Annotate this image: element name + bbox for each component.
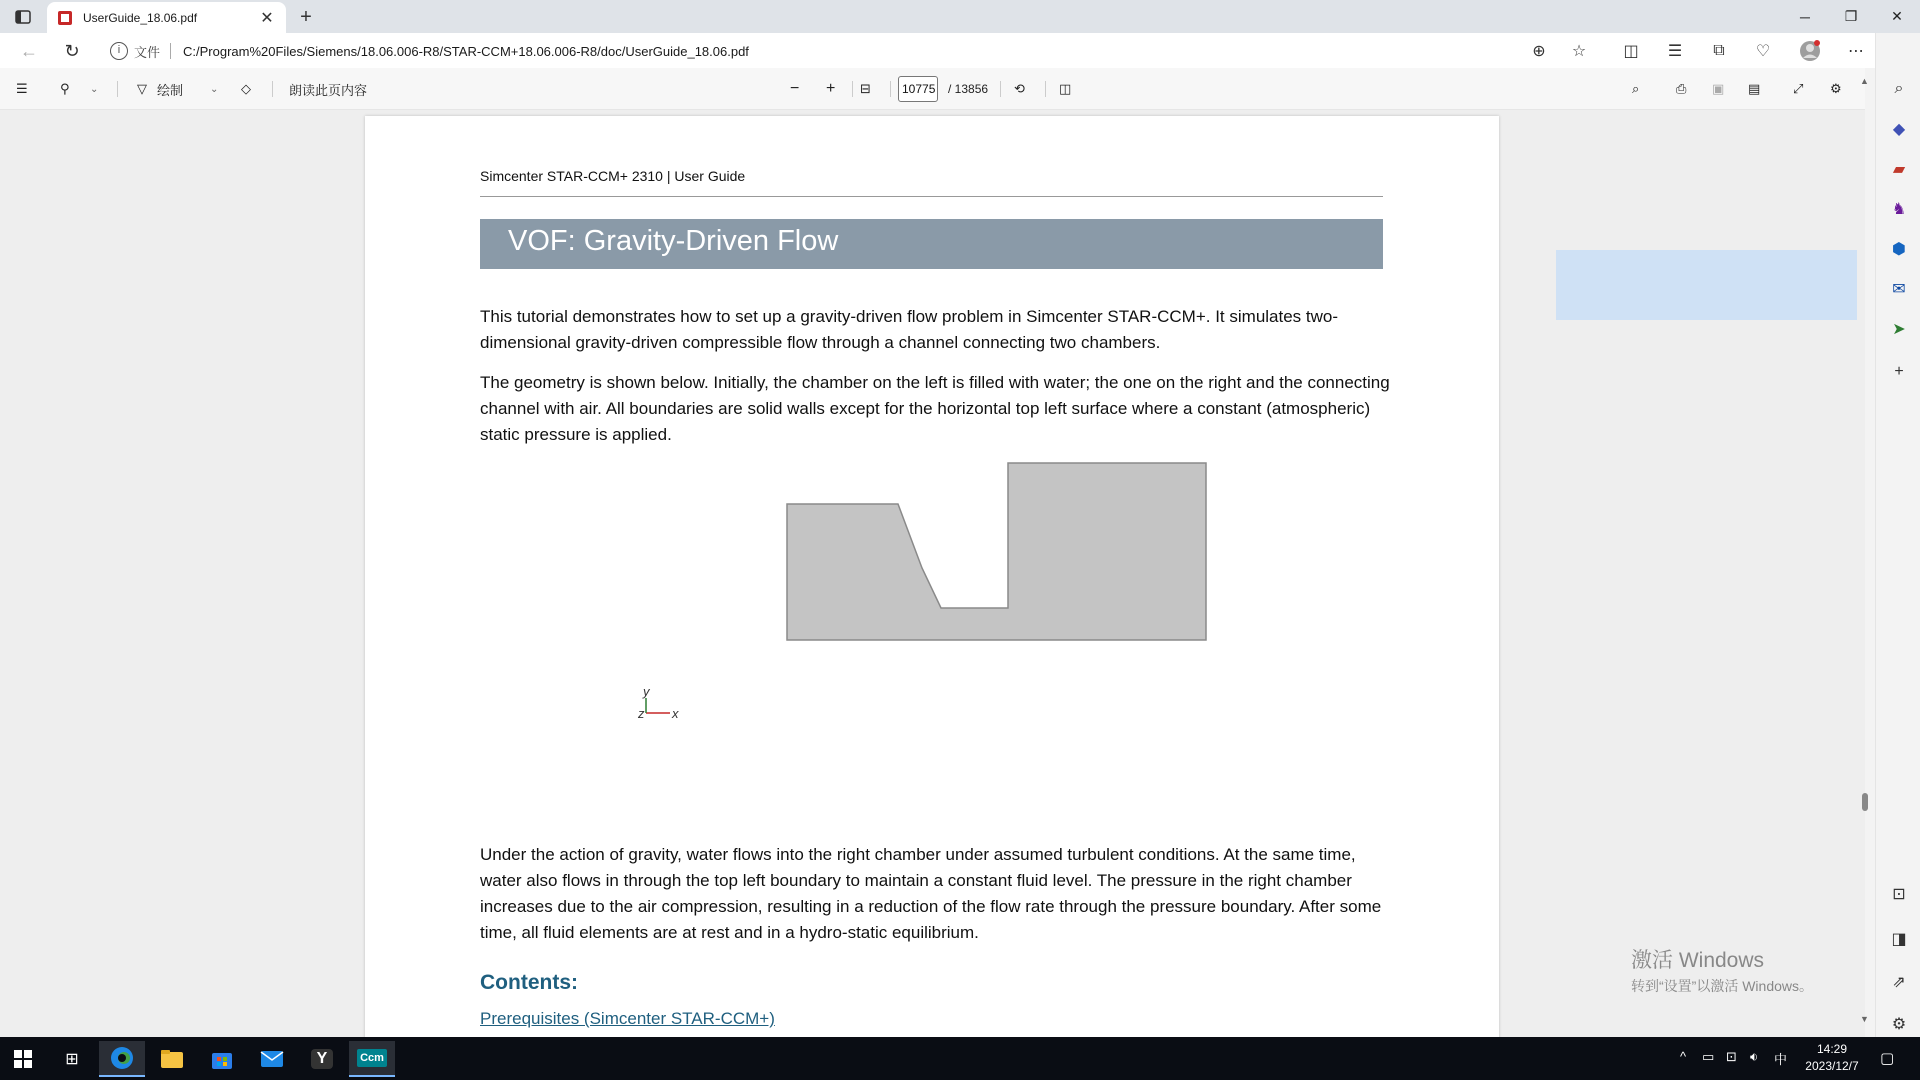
prerequisites-link[interactable]: Prerequisites (Simcenter STAR-CCM+)	[480, 1009, 775, 1028]
chamber-geometry	[787, 463, 1206, 640]
page-total: / 13856	[948, 82, 989, 96]
system-clock[interactable]	[1796, 1041, 1868, 1075]
watermark-line1: 激活 Windows	[1631, 949, 1765, 972]
volume-icon[interactable]: 🔉︎	[1750, 1049, 1759, 1064]
battery-icon[interactable]: ▭	[1702, 1049, 1715, 1064]
yandex-icon: Y	[311, 1049, 334, 1069]
scroll-up-icon[interactable]: ▲	[1860, 76, 1869, 86]
network-icon[interactable]: ⊡	[1726, 1049, 1737, 1064]
sidebar-settings-icon[interactable]: ⚙	[1891, 1016, 1907, 1033]
vertical-scrollbar[interactable]	[1860, 76, 1870, 1034]
pdf-file-icon	[57, 10, 73, 26]
collections-icon[interactable]: ⧉	[1713, 42, 1725, 59]
scroll-thumb[interactable]	[1862, 793, 1868, 811]
tab-actions-icon	[15, 10, 31, 24]
highlight-overlay	[1556, 250, 1857, 320]
header-rule	[480, 196, 1383, 197]
clock-date: 2023/12/7	[1805, 1059, 1859, 1073]
draw-button[interactable]	[137, 79, 183, 99]
refresh-button[interactable]: ↻	[64, 40, 80, 61]
taskbar-store[interactable]	[199, 1041, 245, 1077]
toolbar-divider	[890, 81, 891, 97]
split-screen-icon[interactable]: ◫	[1623, 43, 1639, 60]
eraser-icon[interactable]: ◇	[241, 81, 251, 96]
contents-heading: Contents:	[480, 971, 578, 994]
scroll-down-icon[interactable]: ▼	[1860, 1014, 1869, 1024]
folder-icon	[160, 1049, 184, 1069]
pdf-page	[365, 116, 1499, 1037]
sidebar-games-icon[interactable]: ♞	[1891, 201, 1907, 218]
address-scheme: 文件	[134, 44, 161, 60]
axis-y-label: y	[643, 684, 650, 699]
taskbar-mail[interactable]	[249, 1041, 295, 1077]
zoom-out-button[interactable]: −	[790, 80, 800, 97]
save-as-icon[interactable]: ▤	[1748, 81, 1761, 96]
back-button[interactable]: ←	[20, 40, 38, 61]
address-separator	[170, 43, 171, 59]
address-url: C:/Program%20Files/Siemens/18.06.006-R8/STAR-CCM+18.06.006-R8/doc/UserGuide_18.06.pdf	[183, 43, 749, 59]
page-view-icon[interactable]: ◫	[1059, 81, 1072, 96]
print-icon[interactable]: ⎙	[1676, 81, 1687, 96]
sidebar-outlook-icon[interactable]: ✉	[1892, 281, 1906, 298]
start-button[interactable]	[0, 1041, 46, 1077]
taskbar-starccm[interactable]	[349, 1041, 395, 1077]
favorite-star-icon[interactable]: ☆	[1571, 43, 1587, 60]
avatar-icon	[1799, 40, 1821, 62]
windows-logo-icon	[14, 1050, 32, 1068]
tab-actions-button[interactable]	[12, 7, 34, 27]
toolbar-divider	[1045, 81, 1046, 97]
store-icon	[211, 1048, 233, 1070]
windows-taskbar	[0, 1037, 1920, 1080]
axis-z-label: z	[638, 706, 645, 721]
fit-width-icon[interactable]: ⊟	[860, 81, 871, 96]
rotate-icon[interactable]: ⟲	[1014, 81, 1025, 96]
watermark-line2: 转到“设置”以激活 Windows。	[1631, 978, 1814, 994]
tab-userguide[interactable]	[47, 2, 286, 33]
notifications-icon[interactable]: ▢	[1880, 1050, 1895, 1067]
favorites-icon[interactable]: ☰	[1667, 43, 1683, 60]
document-header: Simcenter STAR-CCM+ 2310 | User Guide	[480, 168, 746, 184]
pdf-toolbar	[0, 68, 1865, 110]
zoom-icon[interactable]: ⊕	[1532, 43, 1546, 60]
axis-x-label: x	[672, 706, 679, 721]
sidebar-m365-icon[interactable]: ⬢	[1892, 241, 1906, 258]
taskbar-yandex[interactable]	[299, 1041, 345, 1077]
draw-icon: ▽	[137, 81, 147, 96]
sidebar-add-icon[interactable]: +	[1894, 363, 1904, 380]
fullscreen-icon[interactable]: ⤢	[1793, 81, 1804, 96]
pdf-viewer[interactable]	[0, 110, 1865, 1037]
sidebar-external-icon[interactable]: ⇗	[1892, 974, 1906, 991]
new-tab-button[interactable]: +	[300, 6, 312, 28]
edge-icon	[110, 1046, 134, 1070]
windows-activation-watermark	[1631, 944, 1813, 996]
taskbar-edge[interactable]	[99, 1041, 145, 1077]
extensions-icon[interactable]: ♡	[1755, 43, 1771, 60]
tray-overflow-icon[interactable]: ^	[1680, 1049, 1687, 1064]
taskbar-explorer[interactable]	[149, 1041, 195, 1077]
draw-dropdown-icon[interactable]: ⌄	[210, 83, 219, 95]
edge-sidebar	[1875, 33, 1920, 1037]
flow-description-paragraph: Under the action of gravity, water flows into the right chamber under assumed turbulent conditions. At the same time, water also flows in through the top left boundary to maintain a constant fluid level. The pressure in the right chamber increases due to the air compression, resulting in a reduction of the flow rate through the pressure boundary. After some time, all fluid elements are at rest and in a hydro-static equilibrium.	[480, 845, 1382, 942]
page-number-input[interactable]: 10775	[898, 76, 938, 102]
clock-time: 14:29	[1816, 1042, 1848, 1056]
more-menu-icon[interactable]: ⋯	[1848, 43, 1864, 60]
starccm-icon: Ccm	[357, 1049, 387, 1067]
read-aloud-button[interactable]	[289, 79, 367, 99]
address-bar-row	[0, 33, 1920, 68]
sidebar-panel-icon[interactable]: ◨	[1891, 931, 1907, 948]
address-field[interactable]	[110, 38, 1560, 64]
minimize-button[interactable]: ─	[1800, 8, 1810, 25]
geometry-paragraph: The geometry is shown below. Initially, the chamber on the left is filled with water; the one on the right and the connecting channel with air. All boundaries are solid walls except for the horizontal top left surface where a constant (atmospheric) static pressure is applied.	[480, 373, 1390, 444]
ime-indicator[interactable]: 中	[1774, 1052, 1788, 1067]
tab-close-icon[interactable]: ✕	[260, 9, 274, 27]
mail-icon	[260, 1050, 284, 1068]
tab-bar	[0, 0, 1920, 33]
geometry-figure	[480, 406, 1390, 731]
zoom-in-button[interactable]: +	[826, 80, 836, 97]
axis-triad	[637, 684, 679, 721]
close-window-button[interactable]: ✕	[1891, 8, 1903, 24]
tab-title: UserGuide_18.06.pdf	[83, 10, 198, 25]
sidebar-tag-icon[interactable]: ◆	[1892, 121, 1906, 138]
sidebar-search-icon[interactable]: ⌕	[1894, 80, 1904, 97]
restore-button[interactable]: ❐	[1844, 8, 1858, 24]
toolbar-divider	[272, 81, 273, 97]
highlight-dropdown-icon[interactable]: ⌄	[90, 83, 99, 95]
sidebar-screenshot-icon[interactable]: ⊡	[1892, 886, 1906, 903]
contents-list-icon[interactable]: ☰	[16, 81, 28, 96]
info-icon[interactable]: i	[110, 42, 128, 60]
profile-avatar[interactable]	[1799, 40, 1821, 62]
sidebar-send-icon[interactable]: ➤	[1892, 321, 1906, 338]
find-icon[interactable]: ⌕	[1632, 81, 1640, 96]
save-icon[interactable]: ▣	[1712, 81, 1725, 96]
toolbar-divider	[852, 81, 853, 97]
highlight-icon[interactable]: ⚲	[60, 81, 70, 96]
draw-label: 绘制	[157, 82, 184, 98]
toolbar-divider	[1000, 81, 1001, 97]
page-title: VOF: Gravity-Driven Flow	[480, 219, 1383, 269]
geometry-diagram	[480, 406, 1390, 731]
read-aloud-label: 朗读此页内容	[289, 82, 368, 98]
toolbar-divider	[117, 81, 118, 97]
task-view-icon[interactable]: ⊞	[65, 1051, 79, 1068]
settings-icon[interactable]: ⚙	[1830, 81, 1842, 96]
intro-paragraph: This tutorial demonstrates how to set up a gravity-driven flow problem in Simcenter STAR-CCM+. It simulates two-dimensional gravity-driven compressible flow through a channel connecting two chambers.	[480, 307, 1339, 352]
sidebar-tools-icon[interactable]: ▰	[1892, 161, 1906, 178]
